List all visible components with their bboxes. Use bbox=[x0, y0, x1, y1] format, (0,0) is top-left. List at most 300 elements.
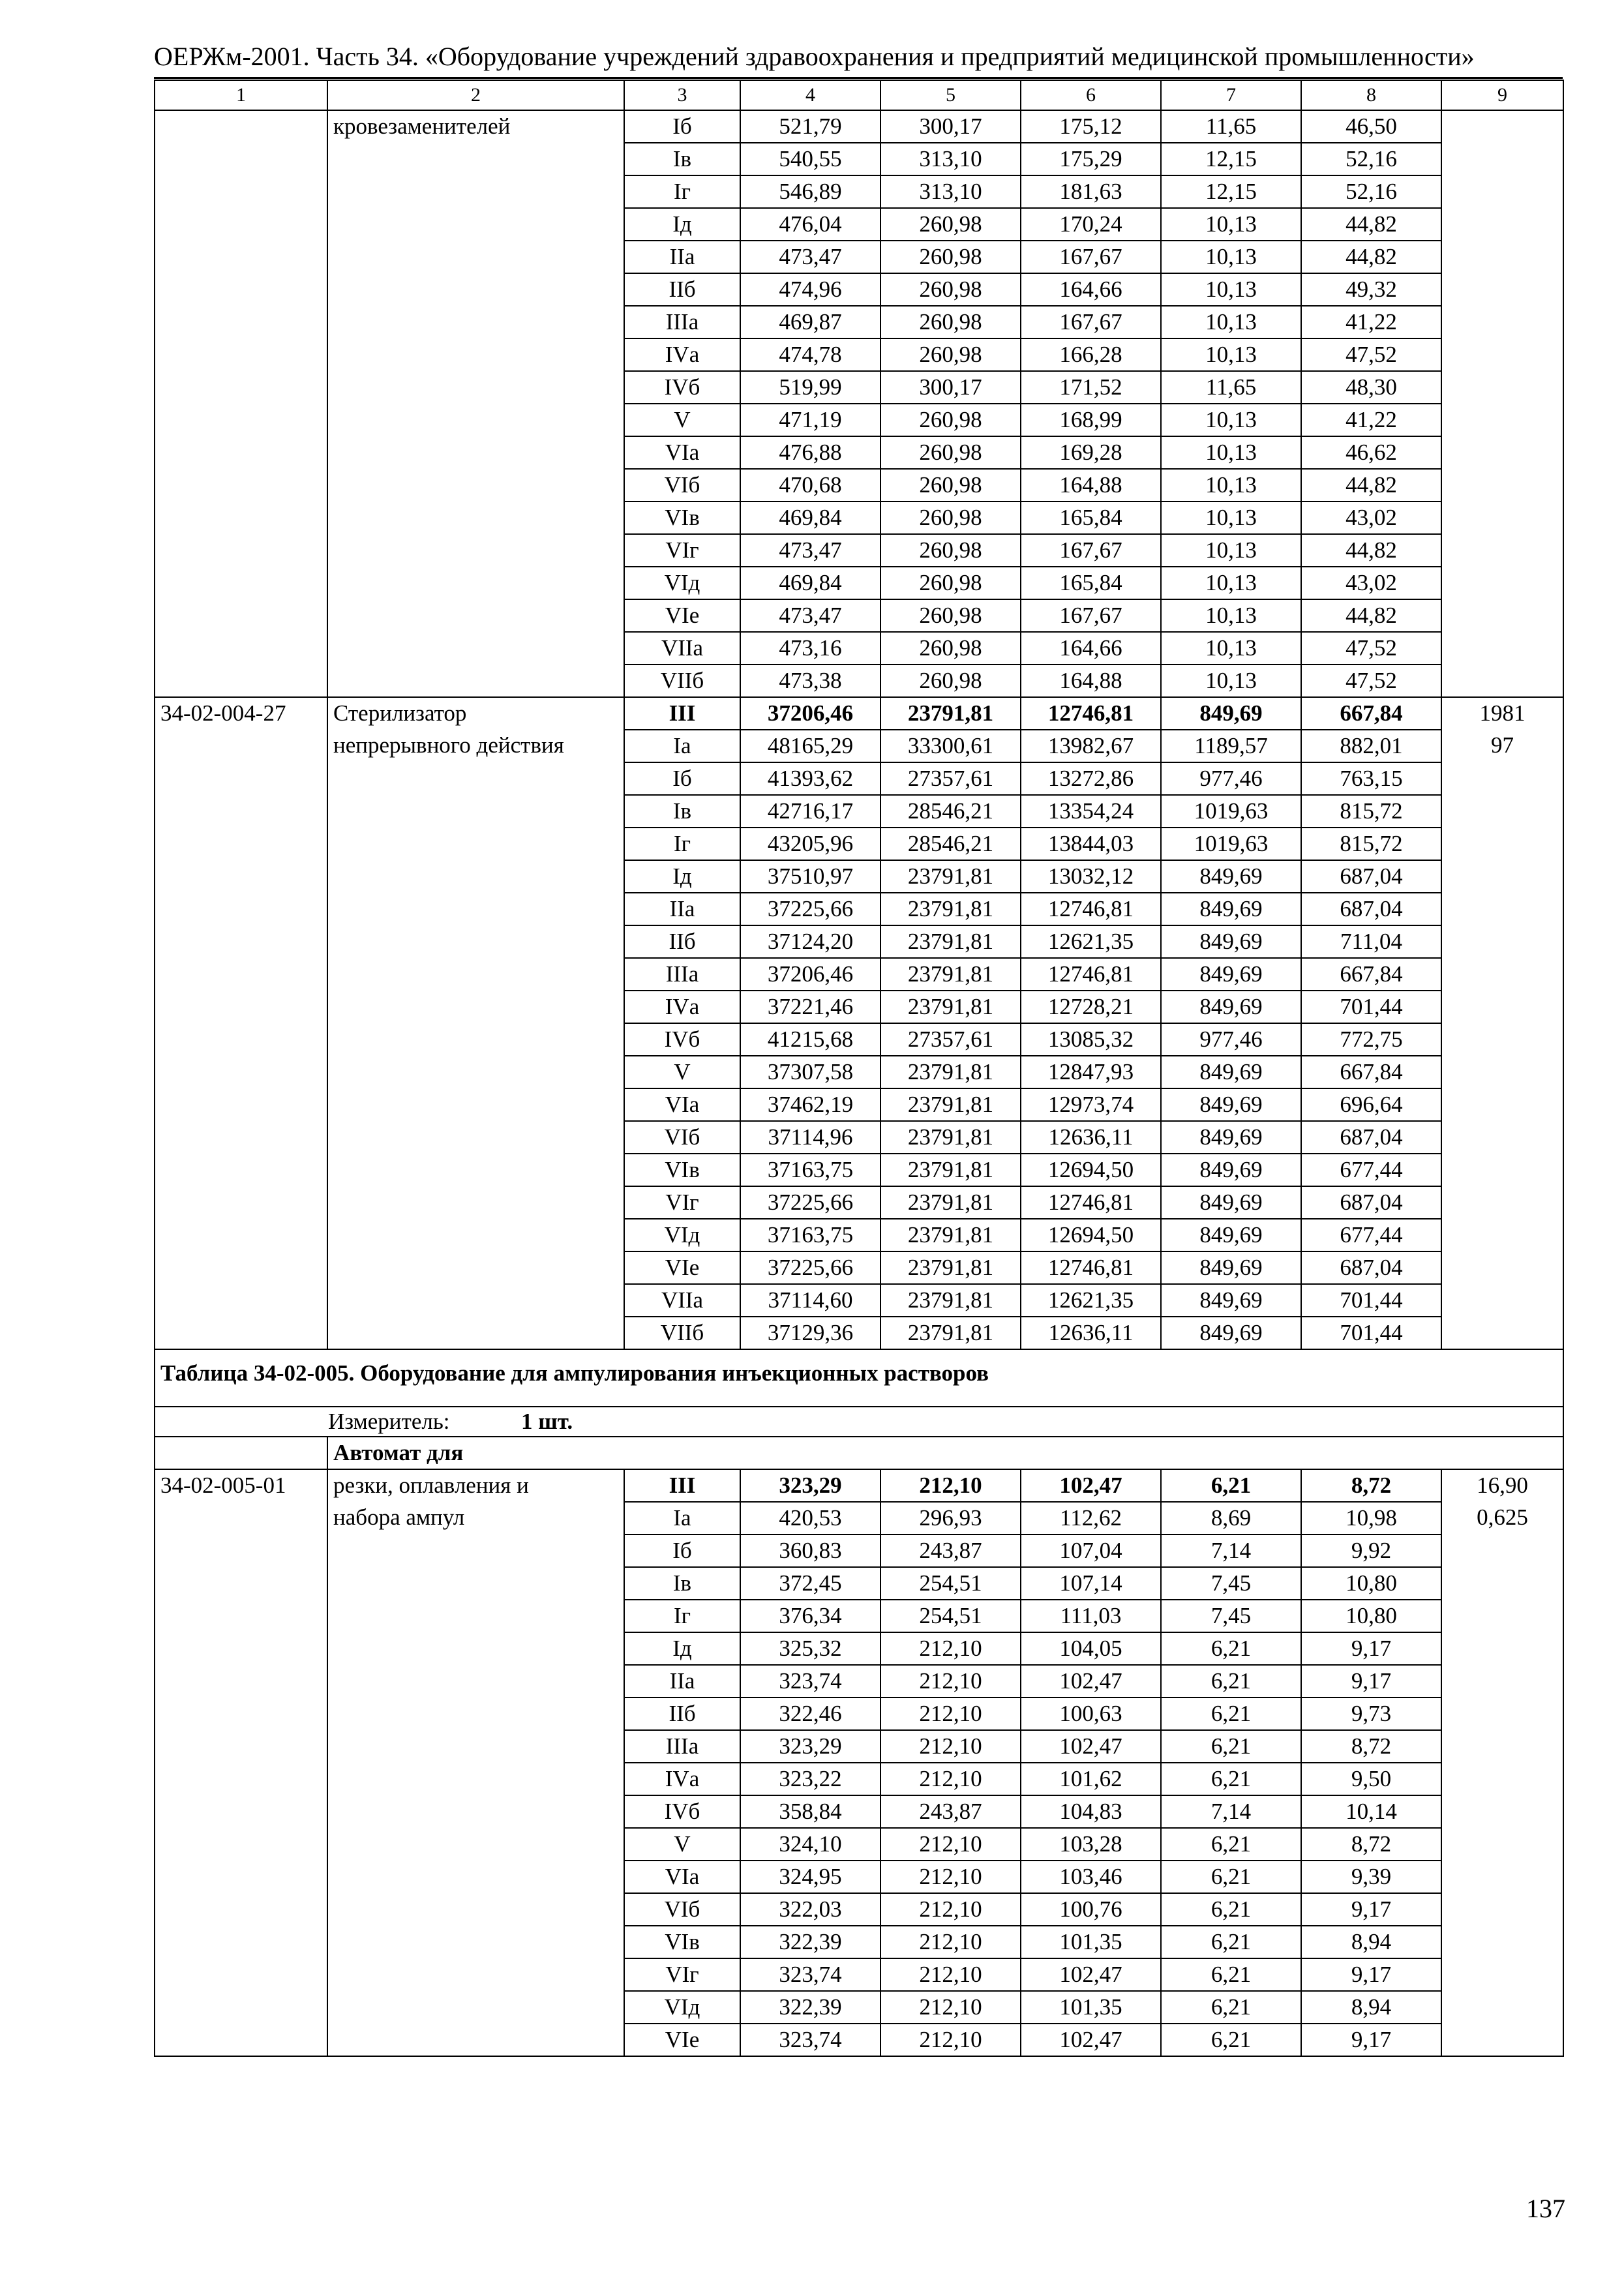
value-cell: VIIа bbox=[624, 1284, 740, 1317]
table-row bbox=[155, 697, 1563, 730]
code-cell bbox=[155, 1088, 327, 1121]
value-cell: 473,38 bbox=[740, 665, 880, 697]
col9-cell bbox=[1441, 1632, 1563, 1665]
name-cell bbox=[327, 501, 624, 534]
name-cell bbox=[327, 1317, 624, 1349]
value-cell: 300,17 bbox=[880, 110, 1021, 143]
value-cell: Iг bbox=[624, 175, 740, 208]
name-cell bbox=[327, 828, 624, 860]
value-cell: 37163,75 bbox=[740, 1219, 880, 1251]
value-cell: 47,52 bbox=[1301, 665, 1441, 697]
value-cell: VIв bbox=[624, 1154, 740, 1186]
value-cell: 43205,96 bbox=[740, 828, 880, 860]
value-cell: 102,47 bbox=[1021, 1665, 1161, 1698]
code-cell bbox=[155, 1926, 327, 1958]
table-row bbox=[155, 1154, 1563, 1186]
value-cell: 10,13 bbox=[1161, 404, 1301, 436]
value-cell: 107,14 bbox=[1021, 1567, 1161, 1600]
name-cell bbox=[327, 534, 624, 567]
value-cell: 322,39 bbox=[740, 1926, 880, 1958]
column-number: 1 bbox=[155, 80, 327, 110]
value-cell: VIIа bbox=[624, 632, 740, 665]
value-cell: 469,87 bbox=[740, 306, 880, 338]
code-cell bbox=[155, 1730, 327, 1763]
name-cell bbox=[327, 175, 624, 208]
col9-cell bbox=[1441, 175, 1563, 208]
value-cell: 23791,81 bbox=[880, 1284, 1021, 1317]
name-cell: непрерывного действия bbox=[327, 730, 624, 762]
table-row bbox=[155, 338, 1563, 371]
name-cell bbox=[327, 1991, 624, 2024]
value-cell: 7,14 bbox=[1161, 1795, 1301, 1828]
code-cell bbox=[155, 665, 327, 697]
value-cell: 6,21 bbox=[1161, 1469, 1301, 1502]
code-cell bbox=[155, 1567, 327, 1600]
measure-row bbox=[155, 1407, 1563, 1437]
code-cell bbox=[155, 143, 327, 175]
table-row bbox=[155, 1023, 1563, 1056]
value-cell: 103,46 bbox=[1021, 1861, 1161, 1893]
value-cell: VIб bbox=[624, 1121, 740, 1154]
col9-cell bbox=[1441, 1665, 1563, 1698]
name-cell bbox=[327, 143, 624, 175]
value-cell: 882,01 bbox=[1301, 730, 1441, 762]
value-cell: 849,69 bbox=[1161, 1219, 1301, 1251]
value-cell: 849,69 bbox=[1161, 1186, 1301, 1219]
value-cell: VIг bbox=[624, 1186, 740, 1219]
value-cell: 181,63 bbox=[1021, 175, 1161, 208]
value-cell: 41,22 bbox=[1301, 404, 1441, 436]
value-cell: VIг bbox=[624, 534, 740, 567]
value-cell: 469,84 bbox=[740, 501, 880, 534]
code-cell bbox=[155, 1023, 327, 1056]
code-cell bbox=[155, 1154, 327, 1186]
name-cell bbox=[327, 860, 624, 893]
value-cell: 101,62 bbox=[1021, 1763, 1161, 1795]
table-row bbox=[155, 1534, 1563, 1567]
name-cell bbox=[327, 1893, 624, 1926]
value-cell: 849,69 bbox=[1161, 991, 1301, 1023]
value-cell: Iв bbox=[624, 143, 740, 175]
table-row bbox=[155, 730, 1563, 762]
value-cell: 420,53 bbox=[740, 1502, 880, 1534]
value-cell: 772,75 bbox=[1301, 1023, 1441, 1056]
value-cell: 6,21 bbox=[1161, 1958, 1301, 1991]
code-cell bbox=[155, 1534, 327, 1567]
value-cell: 12694,50 bbox=[1021, 1219, 1161, 1251]
name-cell bbox=[327, 1828, 624, 1861]
col9-cell: 1981 bbox=[1441, 697, 1563, 730]
col9-cell bbox=[1441, 1121, 1563, 1154]
value-cell: V bbox=[624, 404, 740, 436]
value-cell: 44,82 bbox=[1301, 208, 1441, 241]
value-cell: 313,10 bbox=[880, 143, 1021, 175]
code-cell bbox=[155, 860, 327, 893]
value-cell: 687,04 bbox=[1301, 893, 1441, 925]
value-cell: 12,15 bbox=[1161, 175, 1301, 208]
value-cell: 165,84 bbox=[1021, 501, 1161, 534]
col9-cell bbox=[1441, 1567, 1563, 1600]
value-cell: 23791,81 bbox=[880, 1154, 1021, 1186]
table-row bbox=[155, 1317, 1563, 1349]
code-cell bbox=[155, 404, 327, 436]
value-cell: 212,10 bbox=[880, 2024, 1021, 2056]
table-row bbox=[155, 1991, 1563, 2024]
table-row bbox=[155, 860, 1563, 893]
value-cell: Iа bbox=[624, 730, 740, 762]
code-cell bbox=[155, 110, 327, 143]
value-cell: 43,02 bbox=[1301, 567, 1441, 599]
value-cell: 41393,62 bbox=[740, 762, 880, 795]
column-number: 8 bbox=[1301, 80, 1441, 110]
col9-cell bbox=[1441, 110, 1563, 143]
value-cell: IIб bbox=[624, 1698, 740, 1730]
value-cell: 100,76 bbox=[1021, 1893, 1161, 1926]
code-cell bbox=[155, 1437, 327, 1469]
value-cell: 46,62 bbox=[1301, 436, 1441, 469]
value-cell: 212,10 bbox=[880, 1893, 1021, 1926]
value-cell: 815,72 bbox=[1301, 795, 1441, 828]
value-cell: Iг bbox=[624, 1600, 740, 1632]
table-row bbox=[155, 469, 1563, 501]
code-cell bbox=[155, 175, 327, 208]
value-cell: 102,47 bbox=[1021, 1730, 1161, 1763]
value-cell: 701,44 bbox=[1301, 1317, 1441, 1349]
code-cell bbox=[155, 371, 327, 404]
table-row bbox=[155, 371, 1563, 404]
col9-cell bbox=[1441, 1023, 1563, 1056]
column-number: 2 bbox=[327, 80, 624, 110]
value-cell: 849,69 bbox=[1161, 1154, 1301, 1186]
value-cell: Iб bbox=[624, 762, 740, 795]
value-cell: Iд bbox=[624, 860, 740, 893]
value-cell: 849,69 bbox=[1161, 1056, 1301, 1088]
value-cell: V bbox=[624, 1056, 740, 1088]
value-cell: 169,28 bbox=[1021, 436, 1161, 469]
code-cell bbox=[155, 795, 327, 828]
col9-cell bbox=[1441, 1600, 1563, 1632]
value-cell: 212,10 bbox=[880, 1665, 1021, 1698]
code-cell bbox=[155, 1219, 327, 1251]
code-cell bbox=[155, 241, 327, 273]
value-cell: 23791,81 bbox=[880, 697, 1021, 730]
value-cell: 977,46 bbox=[1161, 1023, 1301, 1056]
value-cell: 41,22 bbox=[1301, 306, 1441, 338]
col9-cell bbox=[1441, 1991, 1563, 2024]
value-cell: 323,74 bbox=[740, 1958, 880, 1991]
table-row bbox=[155, 501, 1563, 534]
value-cell: 8,72 bbox=[1301, 1730, 1441, 1763]
name-cell bbox=[327, 599, 624, 632]
value-cell: 12847,93 bbox=[1021, 1056, 1161, 1088]
value-cell: 10,13 bbox=[1161, 501, 1301, 534]
table-row bbox=[155, 534, 1563, 567]
col9-cell bbox=[1441, 567, 1563, 599]
value-cell: 46,50 bbox=[1301, 110, 1441, 143]
value-cell: 101,35 bbox=[1021, 1926, 1161, 1958]
column-number-row bbox=[155, 80, 1563, 110]
col9-cell bbox=[1441, 1284, 1563, 1317]
value-cell: 296,93 bbox=[880, 1502, 1021, 1534]
value-cell: 687,04 bbox=[1301, 1186, 1441, 1219]
value-cell: 701,44 bbox=[1301, 991, 1441, 1023]
value-cell: 12746,81 bbox=[1021, 1251, 1161, 1284]
table-row bbox=[155, 925, 1563, 958]
document-header: ОЕРЖм-2001. Часть 34. «Оборудование учреждений здравоохранения и предприятий медицинской промышленности» bbox=[154, 37, 1563, 79]
code-cell bbox=[155, 436, 327, 469]
value-cell: 849,69 bbox=[1161, 1088, 1301, 1121]
value-cell: 212,10 bbox=[880, 1632, 1021, 1665]
name-cell bbox=[327, 1534, 624, 1567]
value-cell: 212,10 bbox=[880, 1926, 1021, 1958]
value-cell: 167,67 bbox=[1021, 599, 1161, 632]
value-cell: 12728,21 bbox=[1021, 991, 1161, 1023]
code-cell bbox=[155, 1600, 327, 1632]
value-cell: 260,98 bbox=[880, 567, 1021, 599]
code-cell bbox=[155, 1958, 327, 1991]
table-row bbox=[155, 1121, 1563, 1154]
value-cell: 102,47 bbox=[1021, 2024, 1161, 2056]
name-cell bbox=[327, 1926, 624, 1958]
value-cell: 849,69 bbox=[1161, 860, 1301, 893]
value-cell: 849,69 bbox=[1161, 925, 1301, 958]
value-cell: 6,21 bbox=[1161, 1698, 1301, 1730]
value-cell: VIIб bbox=[624, 665, 740, 697]
value-cell: 849,69 bbox=[1161, 1121, 1301, 1154]
table-row bbox=[155, 599, 1563, 632]
col9-cell bbox=[1441, 306, 1563, 338]
value-cell: 696,64 bbox=[1301, 1088, 1441, 1121]
value-cell: 12746,81 bbox=[1021, 697, 1161, 730]
value-cell: 473,47 bbox=[740, 241, 880, 273]
value-cell: 212,10 bbox=[880, 1698, 1021, 1730]
table-row bbox=[155, 1284, 1563, 1317]
value-cell: 9,17 bbox=[1301, 1893, 1441, 1926]
value-cell: 260,98 bbox=[880, 241, 1021, 273]
value-cell: 10,13 bbox=[1161, 436, 1301, 469]
value-cell: 10,13 bbox=[1161, 632, 1301, 665]
code-cell bbox=[155, 534, 327, 567]
value-cell: Iв bbox=[624, 1567, 740, 1600]
value-cell: 12746,81 bbox=[1021, 893, 1161, 925]
col9-cell bbox=[1441, 534, 1563, 567]
value-cell: 37510,97 bbox=[740, 860, 880, 893]
code-cell bbox=[155, 306, 327, 338]
value-cell: 212,10 bbox=[880, 1991, 1021, 2024]
value-cell: 212,10 bbox=[880, 1469, 1021, 1502]
name-cell bbox=[327, 1088, 624, 1121]
code-cell: 34-02-005-01 bbox=[155, 1469, 327, 1502]
value-cell: 8,94 bbox=[1301, 1991, 1441, 2024]
table-row bbox=[155, 1795, 1563, 1828]
value-cell: 10,13 bbox=[1161, 469, 1301, 501]
value-cell: 23791,81 bbox=[880, 1088, 1021, 1121]
value-cell: 6,21 bbox=[1161, 1730, 1301, 1763]
value-cell: 260,98 bbox=[880, 469, 1021, 501]
value-cell: VIд bbox=[624, 567, 740, 599]
value-cell: 9,73 bbox=[1301, 1698, 1441, 1730]
value-cell: 313,10 bbox=[880, 175, 1021, 208]
table-row bbox=[155, 1958, 1563, 1991]
value-cell: 519,99 bbox=[740, 371, 880, 404]
value-cell: IIIа bbox=[624, 958, 740, 991]
value-cell: VIа bbox=[624, 436, 740, 469]
value-cell: 175,12 bbox=[1021, 110, 1161, 143]
value-cell: 360,83 bbox=[740, 1534, 880, 1567]
code-cell bbox=[155, 1828, 327, 1861]
col9-cell: 16,90 bbox=[1441, 1469, 1563, 1502]
code-cell bbox=[155, 599, 327, 632]
table-row bbox=[155, 1828, 1563, 1861]
value-cell: 254,51 bbox=[880, 1600, 1021, 1632]
table-row bbox=[155, 1893, 1563, 1926]
value-cell: 164,88 bbox=[1021, 469, 1161, 501]
value-cell: 325,32 bbox=[740, 1632, 880, 1665]
col9-cell bbox=[1441, 208, 1563, 241]
value-cell: 23791,81 bbox=[880, 1056, 1021, 1088]
value-cell: 10,13 bbox=[1161, 208, 1301, 241]
value-cell: 6,21 bbox=[1161, 2024, 1301, 2056]
value-cell: 37307,58 bbox=[740, 1056, 880, 1088]
col9-cell bbox=[1441, 1698, 1563, 1730]
col9-cell: 0,625 bbox=[1441, 1502, 1563, 1534]
value-cell: 33300,61 bbox=[880, 730, 1021, 762]
value-cell: 300,17 bbox=[880, 371, 1021, 404]
value-cell: 112,62 bbox=[1021, 1502, 1161, 1534]
col9-cell bbox=[1441, 1219, 1563, 1251]
value-cell: 12973,74 bbox=[1021, 1088, 1161, 1121]
measure-label: Измеритель: bbox=[328, 1409, 450, 1434]
value-cell: 23791,81 bbox=[880, 991, 1021, 1023]
table-row bbox=[155, 273, 1563, 306]
value-cell: VIе bbox=[624, 2024, 740, 2056]
name-cell bbox=[327, 436, 624, 469]
value-cell: 6,21 bbox=[1161, 1991, 1301, 2024]
value-cell: 322,46 bbox=[740, 1698, 880, 1730]
value-cell: 13085,32 bbox=[1021, 1023, 1161, 1056]
value-cell: 13982,67 bbox=[1021, 730, 1161, 762]
section-title: Таблица 34-02-005. Оборудование для ампулирования инъекционных растворов bbox=[155, 1349, 1563, 1407]
table-row bbox=[155, 958, 1563, 991]
value-cell: 849,69 bbox=[1161, 1317, 1301, 1349]
value-cell: III bbox=[624, 1469, 740, 1502]
value-cell: 100,63 bbox=[1021, 1698, 1161, 1730]
value-cell: 42716,17 bbox=[740, 795, 880, 828]
value-cell: 10,13 bbox=[1161, 306, 1301, 338]
value-cell: 323,74 bbox=[740, 2024, 880, 2056]
value-cell: 48165,29 bbox=[740, 730, 880, 762]
name-cell bbox=[327, 632, 624, 665]
value-cell: VIв bbox=[624, 1926, 740, 1958]
value-cell: 1019,63 bbox=[1161, 828, 1301, 860]
value-cell: 540,55 bbox=[740, 143, 880, 175]
table-row bbox=[155, 1567, 1563, 1600]
value-cell: 37221,46 bbox=[740, 991, 880, 1023]
value-cell: 8,69 bbox=[1161, 1502, 1301, 1534]
code-cell bbox=[155, 1056, 327, 1088]
value-cell: 6,21 bbox=[1161, 1926, 1301, 1958]
value-cell: 9,17 bbox=[1301, 1665, 1441, 1698]
code-cell bbox=[155, 1251, 327, 1284]
value-cell: 677,44 bbox=[1301, 1154, 1441, 1186]
value-cell: 23791,81 bbox=[880, 925, 1021, 958]
col9-cell bbox=[1441, 371, 1563, 404]
name-cell bbox=[327, 1763, 624, 1795]
value-cell: 10,13 bbox=[1161, 599, 1301, 632]
value-cell: 37129,36 bbox=[740, 1317, 880, 1349]
table-row bbox=[155, 665, 1563, 697]
table-row bbox=[155, 143, 1563, 175]
value-cell: 10,13 bbox=[1161, 273, 1301, 306]
col9-cell bbox=[1441, 404, 1563, 436]
value-cell: 12621,35 bbox=[1021, 1284, 1161, 1317]
value-cell: 323,29 bbox=[740, 1730, 880, 1763]
value-cell: 37124,20 bbox=[740, 925, 880, 958]
value-cell: 175,29 bbox=[1021, 143, 1161, 175]
code-cell bbox=[155, 1861, 327, 1893]
value-cell: 977,46 bbox=[1161, 762, 1301, 795]
name-cell: кровезаменителей bbox=[327, 110, 624, 143]
value-cell: 471,19 bbox=[740, 404, 880, 436]
value-cell: III bbox=[624, 697, 740, 730]
value-cell: IIа bbox=[624, 1665, 740, 1698]
table-row bbox=[155, 2024, 1563, 2056]
value-cell: 260,98 bbox=[880, 208, 1021, 241]
value-cell: 47,52 bbox=[1301, 632, 1441, 665]
table-row bbox=[155, 893, 1563, 925]
value-cell: 13354,24 bbox=[1021, 795, 1161, 828]
value-cell: 37206,46 bbox=[740, 697, 880, 730]
value-cell: 677,44 bbox=[1301, 1219, 1441, 1251]
value-cell: 323,29 bbox=[740, 1469, 880, 1502]
value-cell: 23791,81 bbox=[880, 1186, 1021, 1219]
value-cell: VIа bbox=[624, 1861, 740, 1893]
value-cell: 243,87 bbox=[880, 1795, 1021, 1828]
value-cell: IIIа bbox=[624, 306, 740, 338]
col9-cell: 97 bbox=[1441, 730, 1563, 762]
value-cell: 10,14 bbox=[1301, 1795, 1441, 1828]
column-number: 7 bbox=[1161, 80, 1301, 110]
code-cell bbox=[155, 273, 327, 306]
name-cell bbox=[327, 1567, 624, 1600]
value-cell: 7,14 bbox=[1161, 1534, 1301, 1567]
value-cell: VIд bbox=[624, 1991, 740, 2024]
col9-cell bbox=[1441, 1154, 1563, 1186]
value-cell: 168,99 bbox=[1021, 404, 1161, 436]
value-cell: Iа bbox=[624, 1502, 740, 1534]
value-cell: Iб bbox=[624, 1534, 740, 1567]
section-row bbox=[155, 1349, 1563, 1407]
value-cell: 9,50 bbox=[1301, 1763, 1441, 1795]
value-cell: 212,10 bbox=[880, 1828, 1021, 1861]
value-cell: 10,80 bbox=[1301, 1600, 1441, 1632]
value-cell: 103,28 bbox=[1021, 1828, 1161, 1861]
value-cell: 164,66 bbox=[1021, 273, 1161, 306]
code-cell: 34-02-004-27 bbox=[155, 697, 327, 730]
value-cell: 254,51 bbox=[880, 1567, 1021, 1600]
name-cell bbox=[327, 958, 624, 991]
name-cell bbox=[327, 1056, 624, 1088]
value-cell: 164,66 bbox=[1021, 632, 1161, 665]
value-cell: 49,32 bbox=[1301, 273, 1441, 306]
col9-cell bbox=[1441, 925, 1563, 958]
value-cell: 667,84 bbox=[1301, 958, 1441, 991]
table-row bbox=[155, 762, 1563, 795]
table-row bbox=[155, 1730, 1563, 1763]
code-cell bbox=[155, 1186, 327, 1219]
value-cell: 104,05 bbox=[1021, 1632, 1161, 1665]
value-cell: 701,44 bbox=[1301, 1284, 1441, 1317]
